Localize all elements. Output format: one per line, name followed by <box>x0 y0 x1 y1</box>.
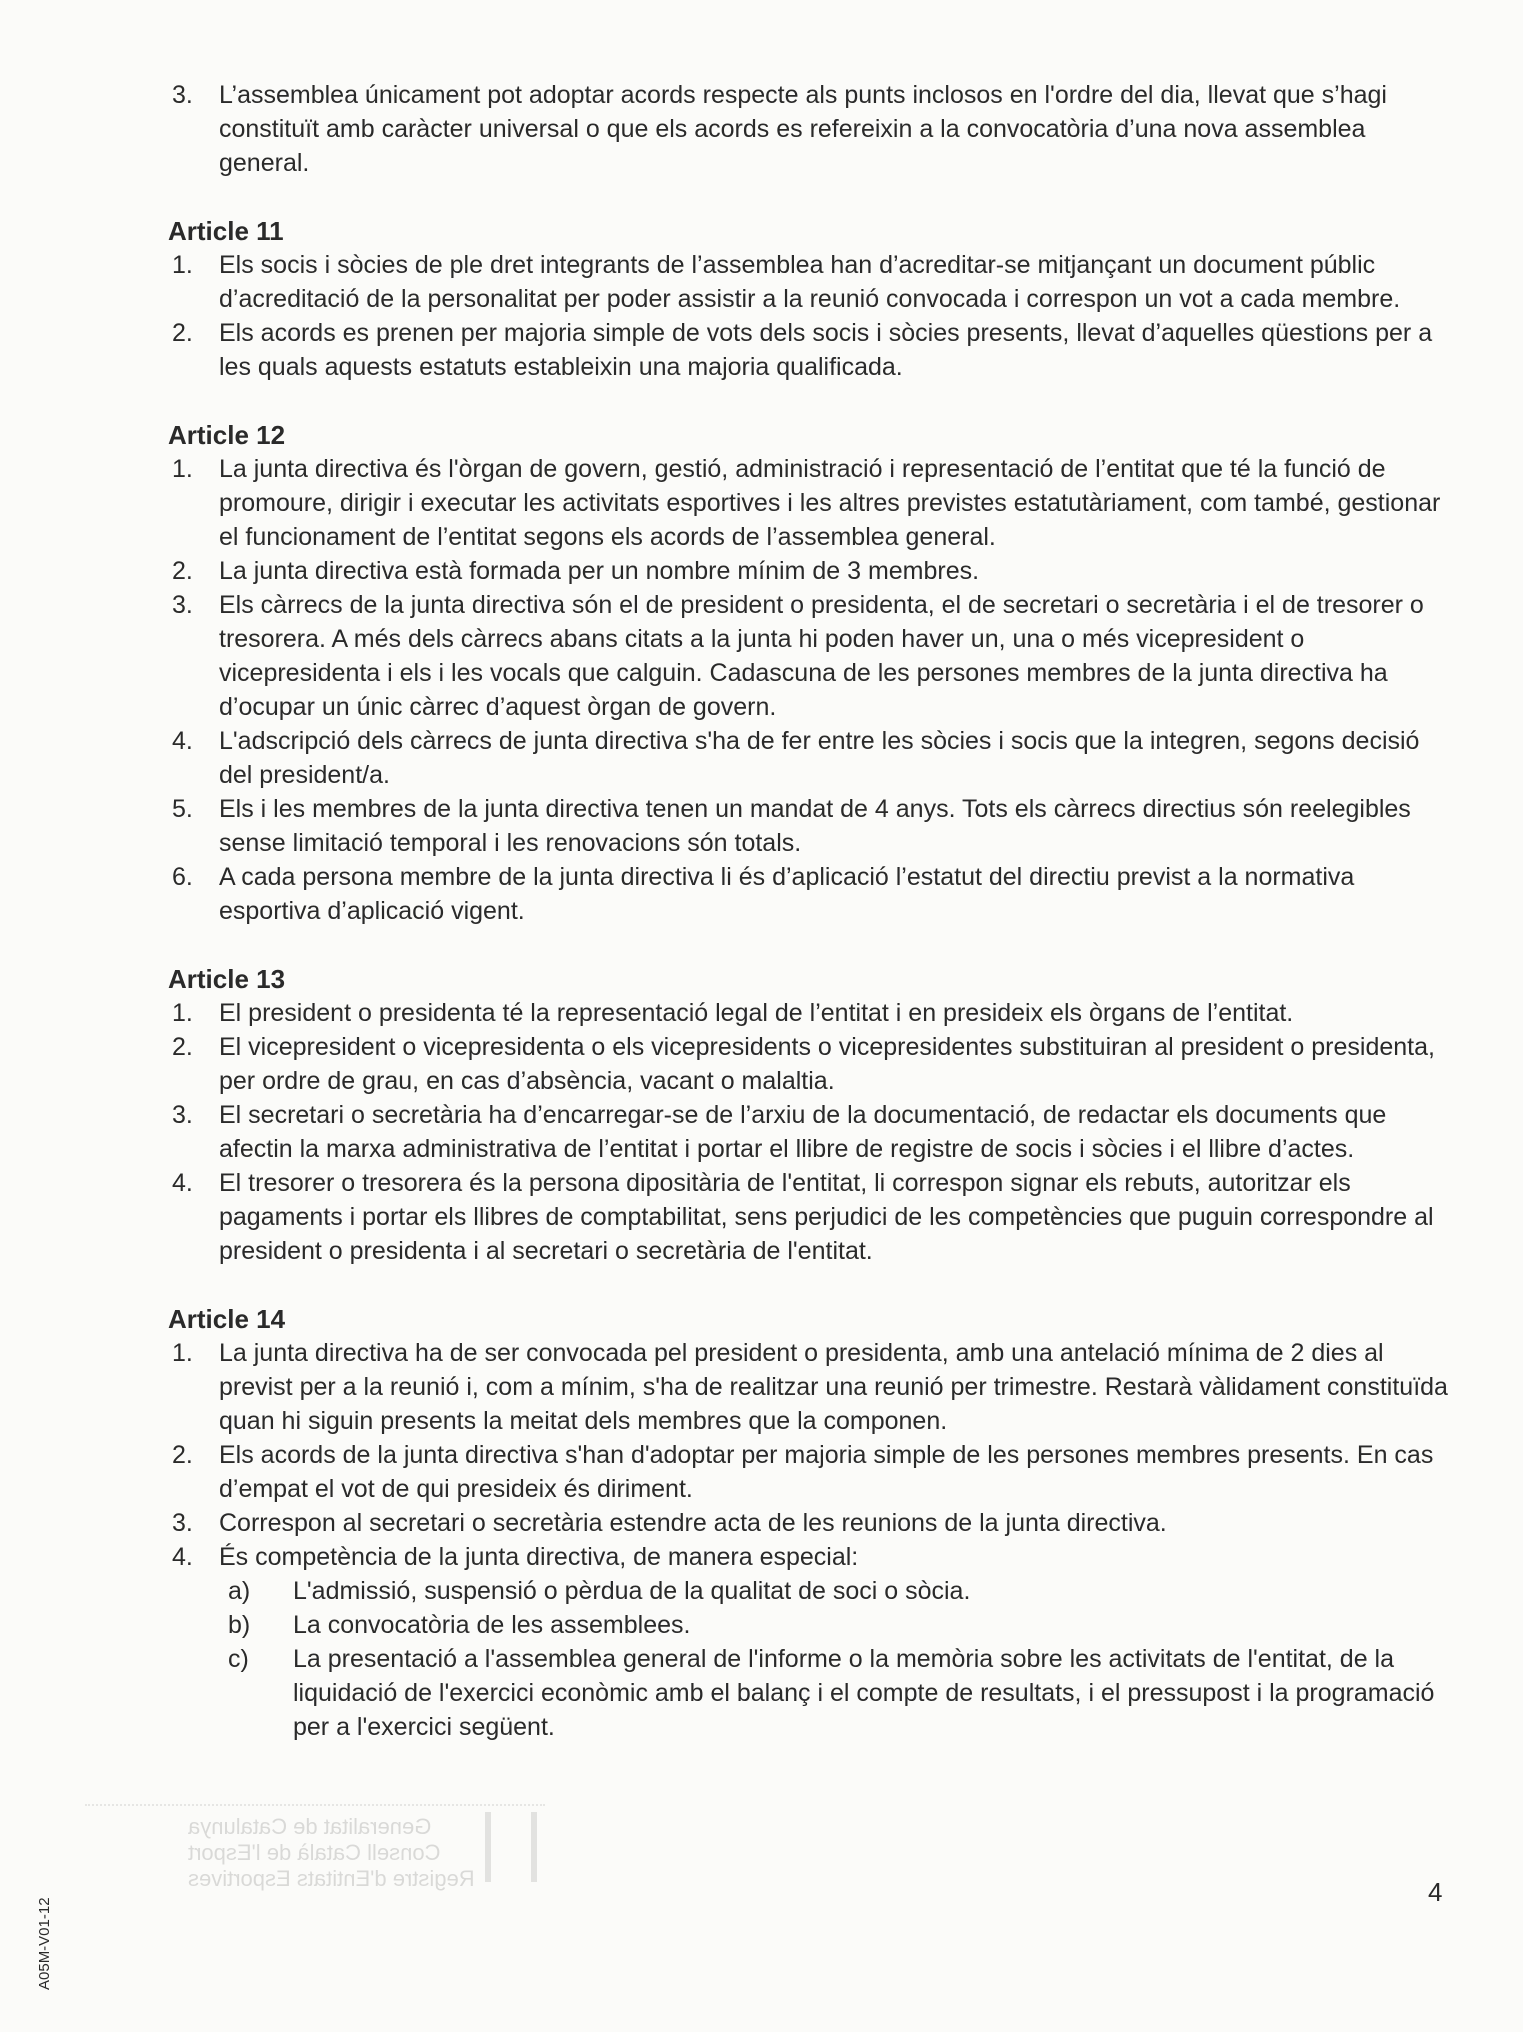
item-text: L'adscripció dels càrrecs de junta directiva s'ha de fer entre les sòcies i socis que la integren, segons decisió del president/a. <box>219 727 1420 789</box>
item-number: 4. <box>172 727 193 755</box>
stamp-logo-icon <box>485 1812 537 1882</box>
sub-list-item <box>168 1574 1448 1608</box>
stamp-line-2: Consell Català de l'Esport <box>188 1840 441 1865</box>
item-text: La junta directiva està formada per un nombre mínim de 3 membres. <box>219 557 980 585</box>
article-heading: Article 12 <box>168 420 286 450</box>
stamp-divider <box>85 1804 545 1806</box>
subitem-letter: b) <box>228 1611 251 1639</box>
stamp-text <box>188 1814 475 1892</box>
list-item <box>168 724 1448 792</box>
item-text: Els càrrecs de la junta directiva són el de president o presidenta, el de secretari o secretària i el de tresorer o tresorera. A més dels càrrecs abans citats a la junta hi poden haver un, una o més vicepresident o vicepresidenta i els i les vocals que calguin. Cadascuna de les persones membres de la junta directiva ha d’ocupar un únic càrrec d’aquest òrgan de govern. <box>219 591 1424 721</box>
article-heading: Article 11 <box>168 216 284 246</box>
item-number: 2. <box>172 1441 193 1469</box>
item-number: 3. <box>172 1509 193 1537</box>
item-number: 1. <box>172 1339 193 1367</box>
item-text: Els acords de la junta directiva s'han d'adoptar per majoria simple de les persones membres presents. En cas d’empat el vot de qui presideix és diriment. <box>219 1441 1434 1503</box>
article-heading: Article 14 <box>168 1304 286 1334</box>
document-body <box>168 78 1448 1744</box>
item-text: El tresorer o tresorera és la persona dipositària de l'entitat, li correspon signar els rebuts, autoritzar els pagaments i portar els llibres de comptabilitat, sens perjudici de les competències que puguin correspondre al president o presidenta i al secretari o secretària de l'entitat. <box>219 1169 1434 1265</box>
item-text: És competència de la junta directiva, de manera especial: <box>219 1543 859 1571</box>
list-item <box>168 1030 1448 1098</box>
item-number: 1. <box>172 455 193 483</box>
list-item <box>168 452 1448 554</box>
item-text: Correspon al secretari o secretària estendre acta de les reunions de la junta directiva. <box>219 1509 1167 1537</box>
list-item <box>168 1540 1448 1574</box>
item-number: 4. <box>172 1169 193 1197</box>
item-number: 3. <box>172 81 193 109</box>
list-item <box>168 1166 1448 1268</box>
list-item <box>168 1506 1448 1540</box>
list-item <box>168 1098 1448 1166</box>
item-text: Els i les membres de la junta directiva tenen un mandat de 4 anys. Tots els càrrecs directius són reelegibles sense limitació temporal i les renovacions són totals. <box>219 795 1411 857</box>
item-text: La junta directiva és l'òrgan de govern, gestió, administració i representació de l’entitat que té la funció de promoure, dirigir i executar les activitats esportives i les altres previstes estatutàriament, com també, gestionar el funcionament de l’entitat segons els acords de l’assemblea general. <box>219 455 1441 551</box>
item-text: El secretari o secretària ha d’encarregar-se de l’arxiu de la documentació, de redactar els documents que afectin la marxa administrativa de l’entitat i portar el llibre de registre de socis i sòcies i el llibre d’actes. <box>219 1101 1387 1163</box>
subitem-text: La presentació a l'assemblea general de l'informe o la memòria sobre les activitats de l'entitat, de la liquidació de l'exercici econòmic amb el balanç i el compte de resultats, i el pressupost i la programació per a l'exercici següent. <box>293 1645 1435 1741</box>
item-text: Els acords es prenen per majoria simple de vots dels socis i sòcies presents, llevat d’aquelles qüestions per a les quals aquests estatuts estableixin una majoria qualificada. <box>219 319 1433 381</box>
item-number: 2. <box>172 557 193 585</box>
list-item <box>168 78 1448 180</box>
stamp-line-1: Generalitat de Catalunya <box>188 1814 432 1839</box>
article-heading: Article 13 <box>168 964 286 994</box>
item-text: El vicepresident o vicepresidenta o els vicepresidents o vicepresidentes substituiran al president o presidenta, per ordre de grau, en cas d’absència, vacant o malaltia. <box>219 1033 1435 1095</box>
list-item <box>168 1438 1448 1506</box>
item-text: L’assemblea únicament pot adoptar acords respecte als punts inclosos en l'ordre del dia, llevat que s’hagi constituït amb caràcter universal o que els acords es refereixin a la convocatòria d’una nova assemblea general. <box>219 81 1387 177</box>
item-number: 1. <box>172 251 193 279</box>
item-number: 2. <box>172 1033 193 1061</box>
item-text: La junta directiva ha de ser convocada pel president o presidenta, amb una antelació mínima de 2 dies al previst per a la reunió i, com a mínim, s'ha de realitzar una reunió per trimestre. Restarà vàlidament constituïda quan hi siguin presents la meitat dels membres que la componen. <box>219 1339 1448 1435</box>
list-item <box>168 996 1448 1030</box>
faded-stamp <box>85 1808 545 1898</box>
item-number: 4. <box>172 1543 193 1571</box>
sub-list-item <box>168 1642 1448 1744</box>
item-number: 6. <box>172 863 193 891</box>
list-item <box>168 316 1448 384</box>
list-item <box>168 554 1448 588</box>
side-form-code: A05M-V01-12 <box>36 1897 53 1990</box>
item-number: 3. <box>172 591 193 619</box>
list-item <box>168 792 1448 860</box>
item-number: 2. <box>172 319 193 347</box>
item-number: 5. <box>172 795 193 823</box>
item-text: El president o presidenta té la representació legal de l’entitat i en presideix els òrgans de l’entitat. <box>219 999 1294 1027</box>
item-text: Els socis i sòcies de ple dret integrants de l’assemblea han d’acreditar-se mitjançant un document públic d’acreditació de la personalitat per poder assistir a la reunió convocada i correspon un vot a cada membre. <box>219 251 1401 313</box>
item-text: A cada persona membre de la junta directiva li és d’aplicació l’estatut del directiu previst a la normativa esportiva d’aplicació vigent. <box>219 863 1355 925</box>
subitem-letter: a) <box>228 1577 251 1605</box>
stamp-line-3: Registre d'Entitats Esportives <box>188 1866 475 1891</box>
list-item <box>168 860 1448 928</box>
sub-list-item <box>168 1608 1448 1642</box>
list-item <box>168 588 1448 724</box>
page-number: 4 <box>1428 1877 1443 1907</box>
list-item <box>168 1336 1448 1438</box>
subitem-letter: c) <box>228 1645 249 1673</box>
item-number: 3. <box>172 1101 193 1129</box>
subitem-text: La convocatòria de les assemblees. <box>293 1611 691 1639</box>
item-number: 1. <box>172 999 193 1027</box>
subitem-text: L'admissió, suspensió o pèrdua de la qualitat de soci o sòcia. <box>293 1577 971 1605</box>
list-item <box>168 248 1448 316</box>
